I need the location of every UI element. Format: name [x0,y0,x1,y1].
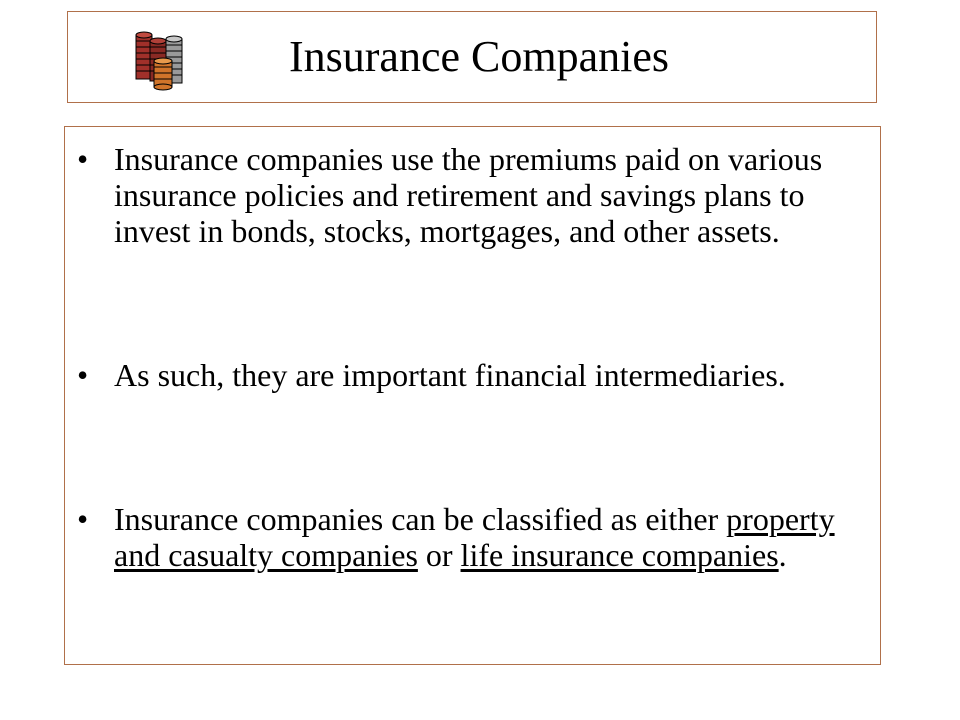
content-box [64,126,881,665]
bullet-text: As such, they are important financial intermediaries. [114,357,786,393]
slide-title: Insurance Companies [289,32,669,81]
bullet-text [114,501,859,573]
bullet-mid-text: or [417,537,461,573]
bullet-lead-text: Insurance companies can be classified as either [114,501,727,537]
bullet-text: Insurance companies use the premiums paid on various insurance policies and retirement and savings plans to invest in bonds, stocks, mortgages, and other assets. [114,141,823,249]
bullet-marker: • [77,357,89,393]
title-box [67,11,877,103]
bullet-tail-text: . [778,537,787,573]
bullet-marker: • [77,141,89,177]
term-life-insurance: life insurance companies [460,537,779,573]
bullet-marker: • [77,501,89,537]
term-property-casualty: property and casualty companies [114,501,835,573]
